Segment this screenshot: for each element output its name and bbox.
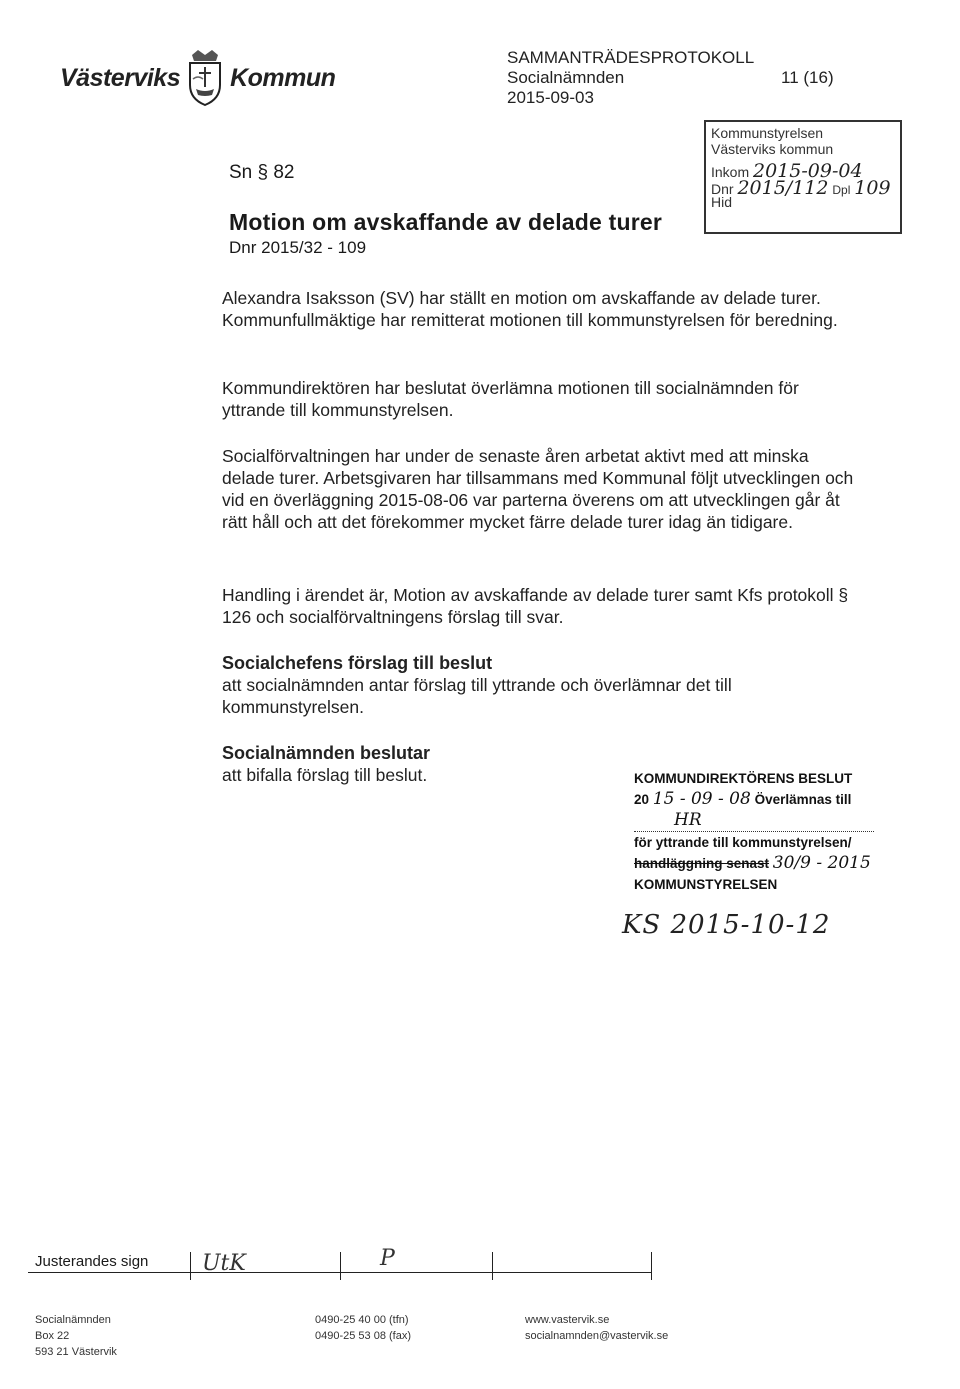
footer-address-line: Socialnämnden [35,1314,111,1326]
decision-heading: Socialnämnden beslutar [222,743,431,763]
ks-line3-recipient: HR [674,810,702,830]
paragraph-2: Kommundirektören har beslutat överlämna motionen till socialnämnden för yttrande till kommunstyrelsen. [222,378,799,420]
signature-initials-2: P [380,1246,395,1271]
ks-line2-suffix: Överlämnas till [754,792,852,807]
footer-address-line: 593 21 Västervik [35,1346,117,1358]
sign-divider-2 [340,1252,341,1280]
ks-line2-date: 15 - 09 - 08 [652,789,751,809]
logo-text-left: Västerviks [60,63,181,92]
stamp-dpl-value: 109 [854,177,891,199]
doc-type: SAMMANTRÄDESPROTOKOLL [507,48,755,67]
stamp-dnr-value: 2015/112 [737,177,829,199]
ks-line5-deadline: 30/9 - 2015 [772,853,871,873]
page-number: 11 (16) [781,68,834,87]
decision-block [222,742,602,786]
ks-line6: KOMMUNSTYRELSEN [634,877,778,892]
proposal-text: att socialnämnden antar förslag till yttrande och överlämnar det till kommunstyrelsen. [222,675,732,717]
stamp-inkom-label: Inkom [711,164,750,180]
ks-handwritten-date: KS 2015-10-12 [622,910,831,940]
ks-line1: KOMMUNDIREKTÖRENS BESLUT [634,771,853,786]
footer-web [525,1312,668,1344]
ks-line5-prefix: handläggning senast [634,856,770,871]
coat-of-arms-icon [184,49,226,107]
decision-text: att bifalla förslag till beslut. [222,765,428,785]
header-date: 2015-09-03 [507,88,594,107]
sign-divider-4 [651,1252,652,1280]
section-number: Sn § 82 [229,162,295,183]
stamp-org2: Västerviks kommun [711,141,834,157]
ks-line4: för yttrande till kommunstyrelsen/ [634,835,852,850]
stamp-org1: Kommunstyrelsen [711,125,824,141]
paragraph-1: Alexandra Isaksson (SV) har ställt en motion om avskaffande av delade turer. Kommunfullmäktige har remitterat motionen till kommunstyrelsen för beredning. [222,288,838,330]
municipality-logo [60,48,335,108]
footer-address-line: Box 22 [35,1330,70,1342]
footer-email-link[interactable]: socialnamnden@vastervik.se [525,1330,669,1342]
proposal-heading: Socialchefens förslag till beslut [222,653,493,673]
sign-divider-1 [190,1252,191,1280]
paragraph-3: Socialförvaltningen har under de senaste åren arbetat aktivt med att minska delade turer. Arbetsgivaren har tillsammans med Kommunal följt utvecklingen och vid en överläggning 2015-08-06 var parterna överens om att utvecklingen går åt rätt håll och att det förekommer mycket färre delade turer idag än tidigare. [222,446,854,532]
header-body: Socialnämnden [507,68,625,87]
footer-fax-line: 0490-25 53 08 (fax) [315,1330,412,1342]
director-decision-stamp [634,768,904,895]
footer-address [35,1312,117,1360]
footer-phone [315,1312,411,1344]
sign-label: Justerandes sign [35,1253,149,1270]
stamp-dnr-label: Dnr [711,181,734,197]
signature-initials-1: UtK [202,1251,246,1276]
proposal-block [222,652,862,718]
page-title: Motion om avskaffande av delade turer [229,209,663,235]
stamp-inkom-value: 2015-09-04 [753,160,863,182]
paragraph-4: Handling i ärendet är, Motion av avskaffande av delade turer samt Kfs protokoll § 126 och socialförvaltningens förslag till svar. [222,585,849,627]
receipt-stamp [704,120,902,234]
logo-text-right: Kommun [230,63,336,92]
ks-line2-prefix: 20 [634,792,650,807]
document-header [507,48,754,108]
case-number: Dnr 2015/32 - 109 [229,238,367,257]
footer-website-link[interactable]: www.vastervik.se [525,1314,610,1326]
sign-divider-3 [492,1252,493,1280]
stamp-hid-label: Hid [711,194,733,210]
footer-phone-line: 0490-25 40 00 (tfn) [315,1314,409,1326]
stamp-dpl-label: Dpl [832,183,851,197]
